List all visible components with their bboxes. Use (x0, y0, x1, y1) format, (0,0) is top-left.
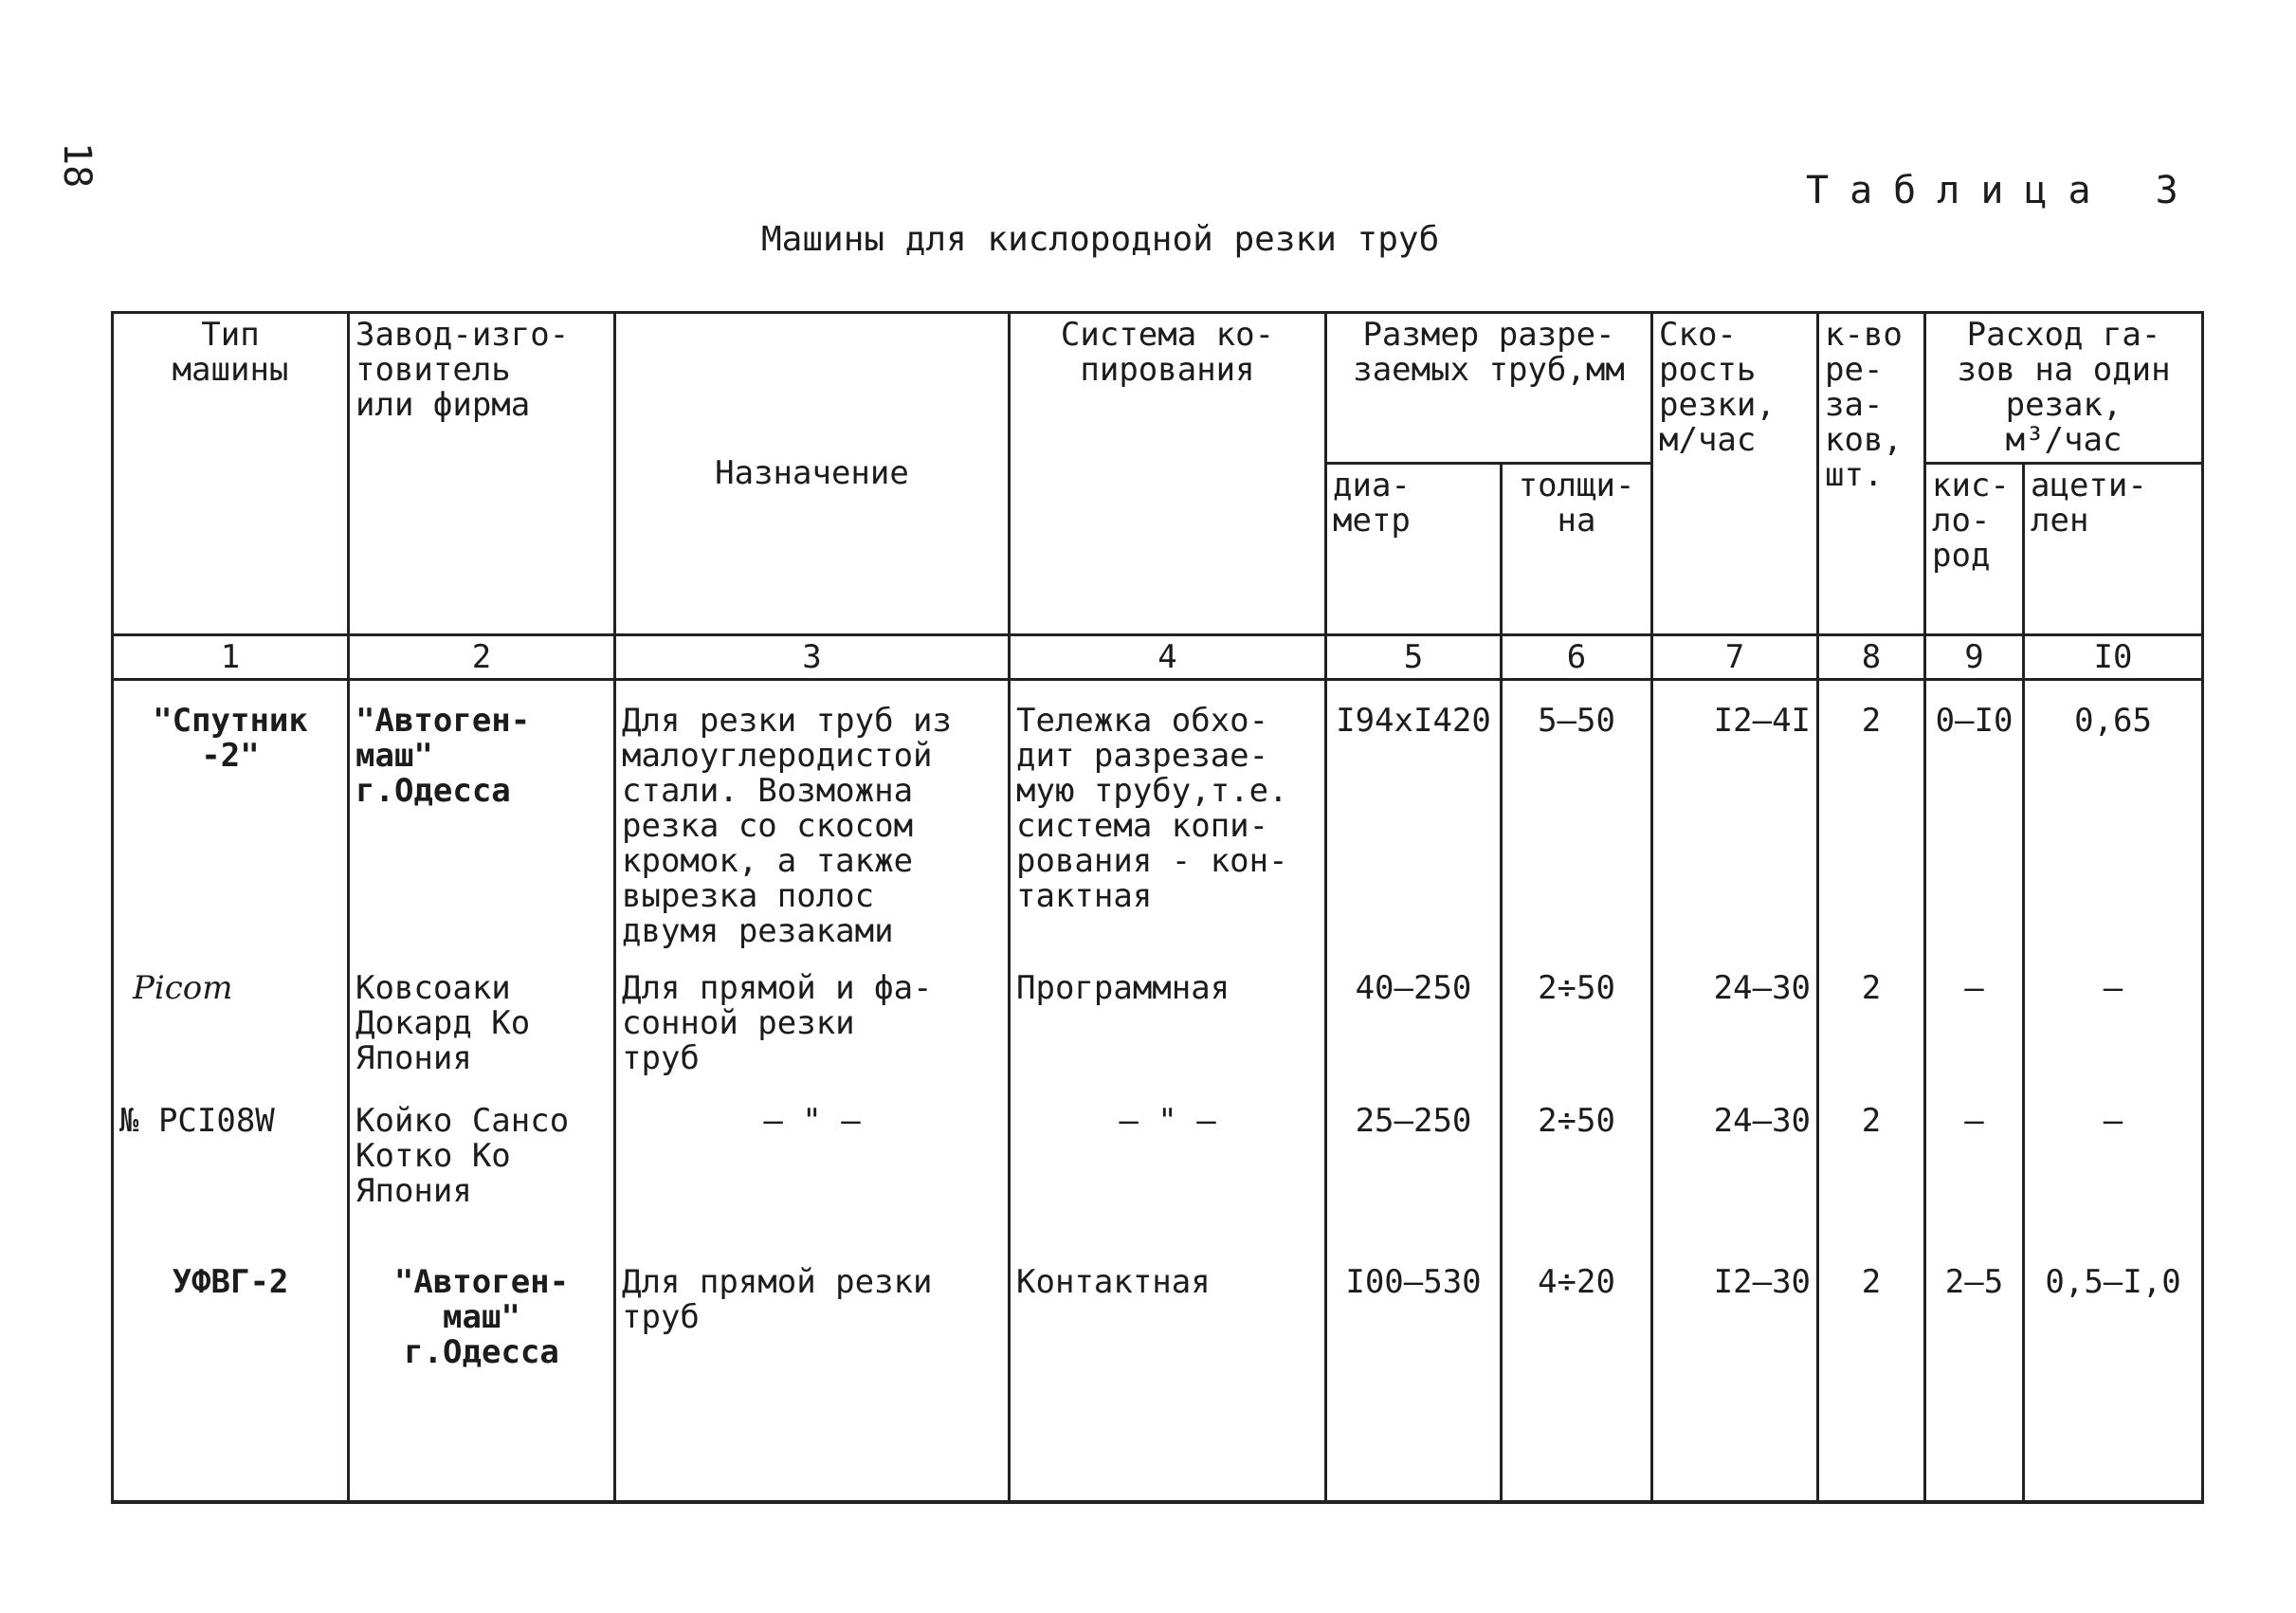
header-diameter: диа- метр (1326, 464, 1502, 635)
cell-speed: I2–4I (1652, 680, 1818, 966)
table-row (113, 1098, 2203, 1250)
cell-oxygen: – (1925, 965, 2024, 1098)
column-number: 2 (349, 635, 615, 680)
machines-table (111, 311, 2204, 1504)
cell-cutters: 2 (1818, 965, 1925, 1098)
header-cutters: к-во ре- за- ков, шт. (1818, 313, 1925, 635)
cell-thickness: 2÷50 (1502, 965, 1652, 1098)
table-row (113, 965, 2203, 1098)
header-acetylene: ацети- лен (2024, 464, 2203, 635)
header-pipe-size: Размер разре- заемых труб,мм (1326, 313, 1652, 464)
cell-acetylene: – (2024, 1098, 2203, 1250)
table-row (113, 1250, 2203, 1502)
cell-speed: 24–30 (1652, 1098, 1818, 1250)
cell-maker: Койко Сансо Котко Ко Япония (349, 1098, 615, 1250)
cell-maker: "Автоген- маш" г.Одесса (349, 680, 615, 966)
cell-maker: Ковсоаки Докард Ко Япония (349, 965, 615, 1098)
cell-type: Picom (113, 965, 349, 1098)
cell-cutters: 2 (1818, 680, 1925, 966)
column-number: 9 (1925, 635, 2024, 680)
cell-type: "Спутник -2" (113, 680, 349, 966)
cell-maker: "Автоген- маш" г.Одесса (349, 1250, 615, 1502)
column-number: 5 (1326, 635, 1502, 680)
column-number: 7 (1652, 635, 1818, 680)
page-number: 18 (55, 142, 99, 189)
column-number: 1 (113, 635, 349, 680)
cell-diameter: I94хI420 (1326, 680, 1502, 966)
header-copy-system: Система ко- пирования (1010, 313, 1326, 635)
cell-thickness: 5–50 (1502, 680, 1652, 966)
cell-copy-system: Контактная (1010, 1250, 1326, 1502)
table-row (113, 680, 2203, 966)
cell-acetylene: – (2024, 965, 2203, 1098)
cell-copy-system: Тележка обхо- дит разрезае- мую трубу,т.е. система копи- рования - кон- тактная (1010, 680, 1326, 966)
cell-diameter: 25–250 (1326, 1098, 1502, 1250)
cell-oxygen: 0–I0 (1925, 680, 2024, 966)
cell-copy-system: Программная (1010, 965, 1326, 1098)
cell-oxygen: – (1925, 1098, 2024, 1250)
header-speed: Ско- рость резки, м/час (1652, 313, 1818, 635)
column-number: 6 (1502, 635, 1652, 680)
cell-acetylene: 0,65 (2024, 680, 2203, 966)
cell-type: № РСI08W (113, 1098, 349, 1250)
cell-speed: 24–30 (1652, 965, 1818, 1098)
cell-purpose: – " – (615, 1098, 1010, 1250)
header-type: Тип машины (113, 313, 349, 635)
cell-copy-system: – " – (1010, 1098, 1326, 1250)
cell-cutters: 2 (1818, 1098, 1925, 1250)
header-purpose: Назначение (615, 313, 1010, 635)
cell-thickness: 4÷20 (1502, 1250, 1652, 1502)
cell-purpose: Для прямой резки труб (615, 1250, 1010, 1502)
cell-cutters: 2 (1818, 1250, 1925, 1502)
cell-oxygen: 2–5 (1925, 1250, 2024, 1502)
header-thickness: толщи- на (1502, 464, 1652, 635)
cell-acetylene: 0,5–I,0 (2024, 1250, 2203, 1502)
table-title: Машины для кислородной резки труб (761, 220, 1440, 259)
column-number: 3 (615, 635, 1010, 680)
header-oxygen: кис- ло- род (1925, 464, 2024, 635)
cell-diameter: I00–530 (1326, 1250, 1502, 1502)
column-number: I0 (2024, 635, 2203, 680)
column-number: 8 (1818, 635, 1925, 680)
column-number: 4 (1010, 635, 1326, 680)
cell-speed: I2–30 (1652, 1250, 1818, 1502)
table-label: Таблица 3 (1806, 169, 2199, 212)
cell-purpose: Для резки труб из малоуглеродистой стали. Возможна резка со скосом кромок, а также вырезка полос двумя резаками (615, 680, 1010, 966)
cell-thickness: 2÷50 (1502, 1098, 1652, 1250)
cell-type: УФВГ-2 (113, 1250, 349, 1502)
header-maker: Завод-изго- товитель или фирма (349, 313, 615, 635)
header-gas: Расход га- зов на один резак, м³/час (1925, 313, 2203, 464)
cell-purpose: Для прямой и фа- сонной резки труб (615, 965, 1010, 1098)
cell-diameter: 40–250 (1326, 965, 1502, 1098)
